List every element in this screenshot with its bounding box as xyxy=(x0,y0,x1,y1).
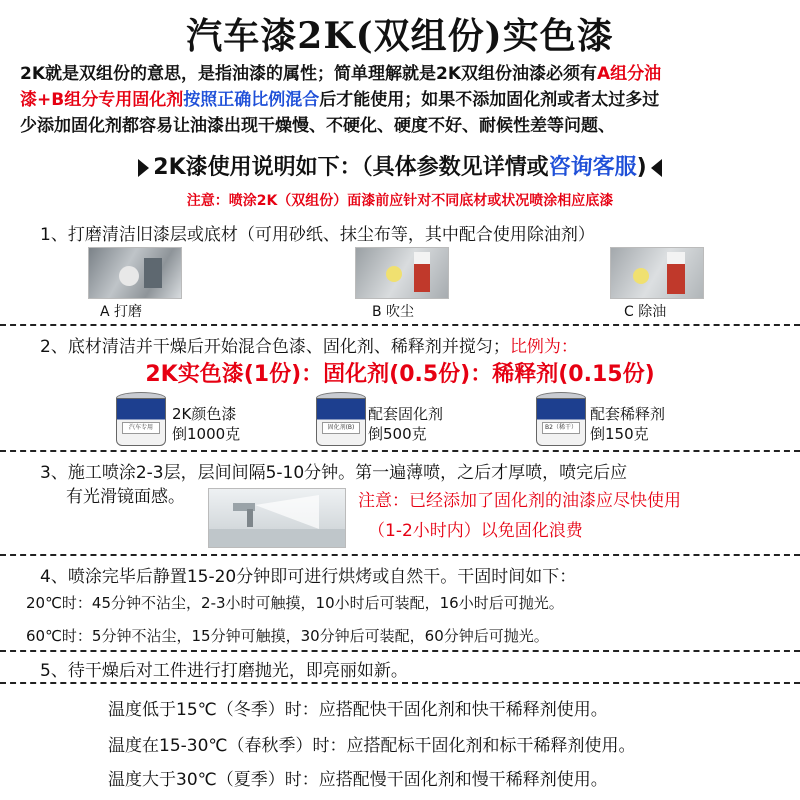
temp-guide-mid: 温度在15-30℃（春秋季）时：应搭配标干固化剂和标干稀释剂使用。 xyxy=(108,736,636,756)
divider xyxy=(0,450,800,452)
product-hardener-name: 配套固化剂 xyxy=(368,405,444,423)
divider xyxy=(0,682,800,684)
step-3-line-2: 有光滑镜面感。 xyxy=(66,487,185,507)
step-2-text: 2、底材清洁并干燥后开始混合色漆、固化剂、稀释剂并搅匀； xyxy=(40,337,510,357)
photo-blowing xyxy=(355,247,449,299)
intro-text: 后才能使用；如果不添加固化剂或者太过多过 xyxy=(319,90,660,110)
step-3-warning-1: 注意：已经添加了固化剂的油漆应尽快使用 xyxy=(358,491,681,511)
mix-ratio: 2K实色漆(1份)：固化剂(0.5份)：稀释剂(0.15份) xyxy=(145,362,655,387)
paint-can-image xyxy=(112,392,168,446)
degreasing-illustration xyxy=(611,248,703,298)
product-paint-amount: 倒1000克 xyxy=(172,425,241,443)
intro-highlight-a: A组分油 xyxy=(597,64,662,84)
step-1-text: 1、打磨清洁旧漆层或底材（可用砂纸、抹尘布等，其中配合使用除油剂） xyxy=(40,225,595,245)
dry-time-20c: 20℃时：45分钟不沾尘，2-3小时可触摸，10小时后可装配，16小时后可抛光。 xyxy=(26,594,564,612)
consult-service-link[interactable]: 咨询客服 xyxy=(548,155,637,180)
step-4-text: 4、喷涂完毕后静置15-20分钟即可进行烘烤或自然干。干固时间如下： xyxy=(40,567,577,587)
intro-highlight-b: 漆+B组分专用固化剂 xyxy=(20,90,184,110)
can-label: B2（稀干） xyxy=(542,422,580,434)
page-title: 汽车漆2K(双组份)实色漆 xyxy=(186,15,614,57)
temp-guide-high: 温度大于30℃（夏季）时：应搭配慢干固化剂和慢干稀释剂使用。 xyxy=(108,770,608,790)
can-label: 固化剂(B) xyxy=(322,422,360,434)
ratio-label: 比例为： xyxy=(509,337,578,357)
dry-time-60c: 60℃时：5分钟不沾尘，15分钟可触摸，30分钟后可装配，60分钟后可抛光。 xyxy=(26,627,549,645)
usage-header: 2K漆使用说明如下：（具体参数见详情或咨询客服) xyxy=(0,150,800,181)
temp-guide-low: 温度低于15℃（冬季）时：应搭配快干固化剂和快干稀释剂使用。 xyxy=(108,700,608,720)
intro-line-1 xyxy=(20,62,661,87)
product-thinner-amount: 倒150克 xyxy=(590,425,649,443)
caption-blowing: B 吹尘 xyxy=(372,304,415,320)
intro-highlight-ratio: 按照正确比例混合 xyxy=(183,90,320,110)
hardener-can-image xyxy=(312,392,368,446)
photo-degreasing xyxy=(610,247,704,299)
arrow-left-icon xyxy=(651,159,662,177)
divider xyxy=(0,554,800,556)
product-paint-name: 2K颜色漆 xyxy=(172,405,237,423)
product-thinner-name: 配套稀释剂 xyxy=(590,405,666,423)
notice-text: 注意：喷涂2K（双组份）面漆前应针对不同底材或状况喷涂相应底漆 xyxy=(186,193,614,209)
intro-line-2 xyxy=(20,88,659,113)
can-label: 汽车专用 xyxy=(122,422,160,434)
thinner-can-image xyxy=(532,392,588,446)
caption-degreasing: C 除油 xyxy=(624,304,667,320)
photo-sanding xyxy=(88,247,182,299)
step-3-warning-2: （1-2小时内）以免固化浪费 xyxy=(368,521,583,541)
product-hardener-amount: 倒500克 xyxy=(368,425,427,443)
caption-sanding: A 打磨 xyxy=(100,304,143,320)
intro-line-3: 少添加固化剂都容易让油漆出现干燥慢、不硬化、硬度不好、耐候性差等问题、 xyxy=(20,116,615,136)
intro-text: 2K就是双组份的意思，是指油漆的属性；简单理解就是2K双组份油漆必须有 xyxy=(20,64,598,84)
spray-gun-illustration xyxy=(209,489,345,547)
arrow-right-icon xyxy=(138,159,149,177)
divider xyxy=(0,324,800,326)
usage-header-text: 2K漆使用说明如下：（具体参数见详情或 xyxy=(153,155,549,180)
step-5-text: 5、待干燥后对工件进行打磨抛光，即亮丽如新。 xyxy=(40,661,408,681)
step-2-line xyxy=(40,332,578,357)
blowing-illustration xyxy=(356,248,448,298)
photo-spraying xyxy=(208,488,346,548)
step-3-line-1: 3、施工喷涂2-3层，层间间隔5-10分钟。第一遍薄喷，之后才厚喷，喷完后应 xyxy=(40,463,628,483)
sanding-illustration xyxy=(89,248,181,298)
divider xyxy=(0,650,800,652)
